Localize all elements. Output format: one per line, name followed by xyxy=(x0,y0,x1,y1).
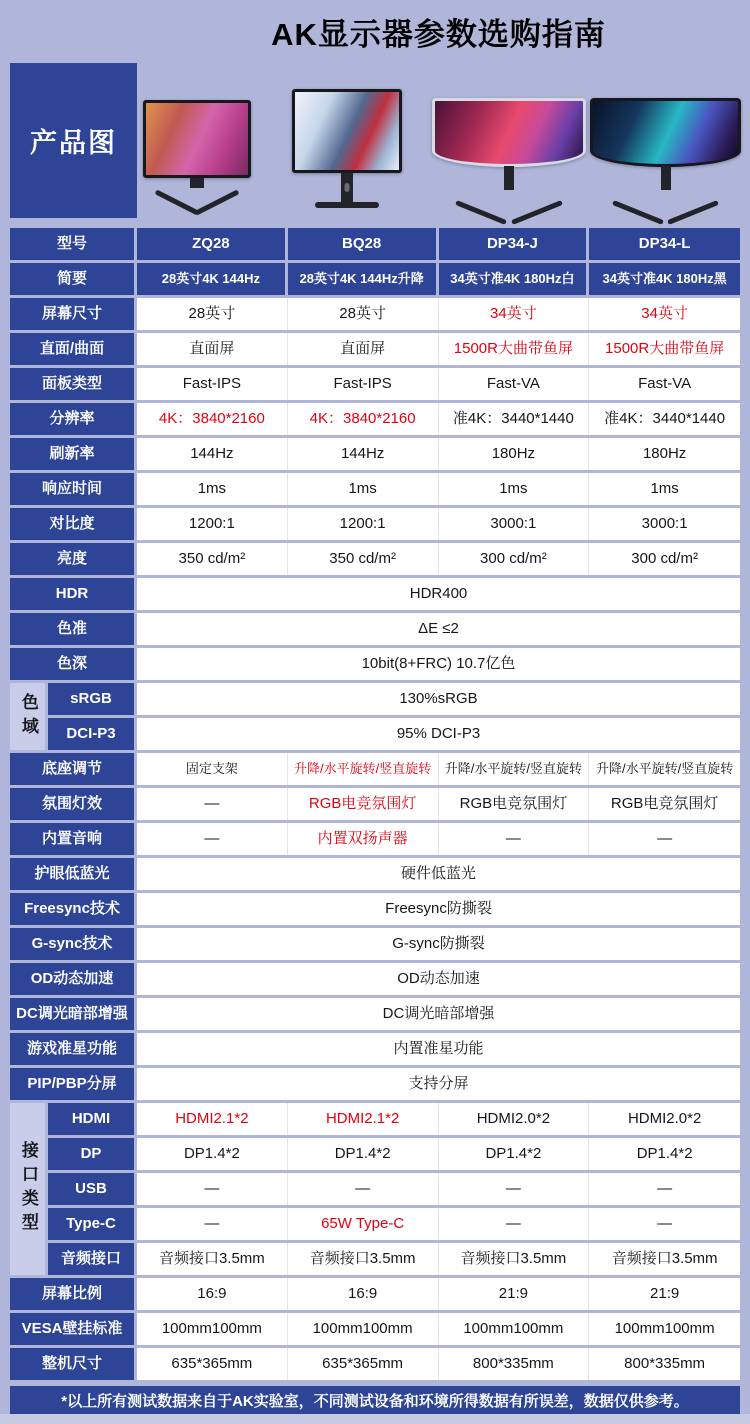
spec-cell: 升降/水平旋转/竖直旋转 xyxy=(589,753,740,785)
spec-cell: DP1.4*2 xyxy=(288,1138,439,1170)
monitor-screen-bq28 xyxy=(292,89,402,173)
spec-row-label: 整机尺寸 xyxy=(10,1348,134,1380)
spec-cell: — xyxy=(439,823,590,855)
spec-cell: 1ms xyxy=(439,473,590,505)
spec-row-label: 屏幕尺寸 xyxy=(10,298,134,330)
spec-cell: — xyxy=(288,1173,439,1205)
spec-cell: 1500R大曲带鱼屏 xyxy=(589,333,740,365)
spec-cell: — xyxy=(589,1208,740,1240)
spec-cell: DP1.4*2 xyxy=(137,1138,288,1170)
monitor-screen-dp34j xyxy=(432,98,586,167)
spec-row-label: 音频接口 xyxy=(48,1243,134,1275)
spec-row-label: 分辨率 xyxy=(10,403,134,435)
spec-cell: DP1.4*2 xyxy=(439,1138,590,1170)
spec-cell: 300 cd/m² xyxy=(589,543,740,575)
spec-cell: 28英寸 xyxy=(137,298,288,330)
spec-cell: — xyxy=(439,1173,590,1205)
spec-cell: 180Hz xyxy=(439,438,590,470)
spec-cell: — xyxy=(137,1173,288,1205)
spec-row-label: 对比度 xyxy=(10,508,134,540)
spec-cell: 34英寸 xyxy=(439,298,590,330)
spec-cell: DP1.4*2 xyxy=(589,1138,740,1170)
spec-cell: DP34-J xyxy=(439,228,587,260)
monitor-stand-leg xyxy=(194,189,239,215)
spec-cell: 28英寸4K 144Hz升降 xyxy=(288,263,436,295)
spec-row-label: Type-C xyxy=(48,1208,134,1240)
spec-cell: 635*365mm xyxy=(137,1348,288,1380)
spec-cell: 1ms xyxy=(288,473,439,505)
spec-cell: 1ms xyxy=(589,473,740,505)
spec-row-label: 护眼低蓝光 xyxy=(10,858,134,890)
spec-cell: BQ28 xyxy=(288,228,436,260)
spec-cell: RGB电竞氛围灯 xyxy=(589,788,740,820)
spec-cell: 300 cd/m² xyxy=(439,543,590,575)
spec-cell: 1200:1 xyxy=(288,508,439,540)
spec-cell: HDMI2.0*2 xyxy=(439,1103,590,1135)
spec-row-label: 面板类型 xyxy=(10,368,134,400)
bottom-strip xyxy=(0,1414,750,1424)
spec-row-label: 刷新率 xyxy=(10,438,134,470)
spec-span-cell: 130%sRGB xyxy=(137,683,740,715)
spec-span-cell: Freesync防撕裂 xyxy=(137,893,740,925)
spec-cell: 音频接口3.5mm xyxy=(439,1243,590,1275)
spec-cell: 180Hz xyxy=(589,438,740,470)
spec-cell: 34英寸准4K 180Hz白 xyxy=(439,263,587,295)
spec-span-cell: OD动态加速 xyxy=(137,963,740,995)
spec-cell: — xyxy=(137,823,288,855)
page-title: AK显示器参数选购指南 xyxy=(271,17,606,52)
spec-span-cell: 支持分屏 xyxy=(137,1068,740,1100)
monitor-stand-leg xyxy=(511,200,563,225)
product-image-bq28 xyxy=(292,89,402,173)
spec-row-label: 屏幕比例 xyxy=(10,1278,134,1310)
spec-cell: RGB电竞氛围灯 xyxy=(439,788,590,820)
spec-row-label: 游戏准星功能 xyxy=(10,1033,134,1065)
spec-cell: 28英寸4K 144Hz xyxy=(137,263,285,295)
spec-row-label: VESA壁挂标准 xyxy=(10,1313,134,1345)
spec-cell: 16:9 xyxy=(137,1278,288,1310)
product-image-dp34l xyxy=(590,98,741,167)
spec-row-label: 色深 xyxy=(10,648,134,680)
spec-row-label: G-sync技术 xyxy=(10,928,134,960)
spec-row-label: 简要 xyxy=(10,263,134,295)
spec-span-cell: DC调光暗部增强 xyxy=(137,998,740,1030)
spec-cell: HDMI2.1*2 xyxy=(137,1103,288,1135)
spec-cell: 准4K：3440*1440 xyxy=(439,403,590,435)
title-bar xyxy=(10,0,740,63)
spec-cell: — xyxy=(137,1208,288,1240)
spec-cell: 音频接口3.5mm xyxy=(589,1243,740,1275)
spec-cell: — xyxy=(589,823,740,855)
spec-cell: 3000:1 xyxy=(589,508,740,540)
spec-cell: Fast-VA xyxy=(439,368,590,400)
monitor-stand-leg xyxy=(612,200,664,225)
spec-cell: 4K：3840*2160 xyxy=(288,403,439,435)
monitor-stand-base xyxy=(315,202,379,208)
spec-cell: 音频接口3.5mm xyxy=(288,1243,439,1275)
spec-row-label: 型号 xyxy=(10,228,134,260)
spec-cell: 准4K：3440*1440 xyxy=(589,403,740,435)
spec-cell: — xyxy=(137,788,288,820)
spec-cell: 1200:1 xyxy=(137,508,288,540)
spec-span-cell: 硬件低蓝光 xyxy=(137,858,740,890)
monitor-stand-hole xyxy=(345,183,350,192)
spec-cell: Fast-IPS xyxy=(137,368,288,400)
spec-row-label: PIP/PBP分屏 xyxy=(10,1068,134,1100)
spec-cell: 65W Type-C xyxy=(288,1208,439,1240)
spec-cell: 16:9 xyxy=(288,1278,439,1310)
spec-cell: 升降/水平旋转/竖直旋转 xyxy=(439,753,590,785)
spec-span-cell: HDR400 xyxy=(137,578,740,610)
spec-group-label: 色域 xyxy=(10,683,45,750)
product-image-zq28 xyxy=(143,100,251,178)
spec-cell: HDMI2.0*2 xyxy=(589,1103,740,1135)
product-image-label: 产品图 xyxy=(10,63,137,218)
spec-cell: 28英寸 xyxy=(288,298,439,330)
product-image-dp34j xyxy=(432,98,586,167)
spec-row-label: OD动态加速 xyxy=(10,963,134,995)
monitor-stand-leg xyxy=(667,200,719,225)
spec-row-label: USB xyxy=(48,1173,134,1205)
spec-cell: Fast-VA xyxy=(589,368,740,400)
spec-cell: — xyxy=(589,1173,740,1205)
monitor-stand-neck xyxy=(661,166,671,190)
spec-cell: 100mm100mm xyxy=(589,1313,740,1345)
spec-row-label: 底座调节 xyxy=(10,753,134,785)
spec-cell: 34英寸准4K 180Hz黑 xyxy=(589,263,740,295)
spec-cell: 4K：3840*2160 xyxy=(137,403,288,435)
spec-cell: Fast-IPS xyxy=(288,368,439,400)
footer-note: *以上所有测试数据来自于AK实验室，不同测试设备和环境所得数据有所误差，数据仅供参考。 xyxy=(10,1386,740,1414)
spec-cell: 100mm100mm xyxy=(288,1313,439,1345)
spec-cell: 3000:1 xyxy=(439,508,590,540)
spec-group-label: 接口类型 xyxy=(10,1103,45,1275)
spec-row-label: 亮度 xyxy=(10,543,134,575)
spec-cell: 内置双扬声器 xyxy=(288,823,439,855)
spec-cell: 800*335mm xyxy=(589,1348,740,1380)
spec-cell: 100mm100mm xyxy=(439,1313,590,1345)
monitor-stand-neck xyxy=(190,178,204,188)
spec-cell: 直面屏 xyxy=(288,333,439,365)
spec-table xyxy=(10,228,740,1380)
spec-span-cell: ΔE ≤2 xyxy=(137,613,740,645)
spec-cell: 固定支架 xyxy=(137,753,288,785)
spec-cell: 21:9 xyxy=(589,1278,740,1310)
spec-cell: 21:9 xyxy=(439,1278,590,1310)
spec-row-label: HDR xyxy=(10,578,134,610)
spec-row-label: sRGB xyxy=(48,683,134,715)
monitor-stand-leg xyxy=(455,200,507,225)
spec-cell: 144Hz xyxy=(288,438,439,470)
spec-cell: DP34-L xyxy=(589,228,740,260)
spec-cell: 1500R大曲带鱼屏 xyxy=(439,333,590,365)
spec-span-cell: 内置准星功能 xyxy=(137,1033,740,1065)
spec-cell: 635*365mm xyxy=(288,1348,439,1380)
monitor-stand-neck xyxy=(504,166,514,190)
spec-row-label: DC调光暗部增强 xyxy=(10,998,134,1030)
spec-row-label: 响应时间 xyxy=(10,473,134,505)
spec-row-label: 直面/曲面 xyxy=(10,333,134,365)
monitor-stand-leg xyxy=(154,189,199,215)
spec-row-label: 内置音响 xyxy=(10,823,134,855)
spec-row-label: 色准 xyxy=(10,613,134,645)
spec-cell: ZQ28 xyxy=(137,228,285,260)
spec-cell: 350 cd/m² xyxy=(288,543,439,575)
spec-cell: HDMI2.1*2 xyxy=(288,1103,439,1135)
spec-cell: 音频接口3.5mm xyxy=(137,1243,288,1275)
spec-cell: RGB电竞氛围灯 xyxy=(288,788,439,820)
spec-span-cell: 95% DCI-P3 xyxy=(137,718,740,750)
spec-span-cell: G-sync防撕裂 xyxy=(137,928,740,960)
spec-cell: 100mm100mm xyxy=(137,1313,288,1345)
spec-row-label: HDMI xyxy=(48,1103,134,1135)
spec-span-cell: 10bit(8+FRC) 10.7亿色 xyxy=(137,648,740,680)
spec-row-label: DP xyxy=(48,1138,134,1170)
monitor-screen-dp34l xyxy=(590,98,741,167)
spec-row-label: Freesync技术 xyxy=(10,893,134,925)
spec-cell: 直面屏 xyxy=(137,333,288,365)
product-image-row xyxy=(10,63,740,228)
spec-cell: 1ms xyxy=(137,473,288,505)
spec-cell: 升降/水平旋转/竖直旋转 xyxy=(288,753,439,785)
spec-cell: — xyxy=(439,1208,590,1240)
spec-cell: 800*335mm xyxy=(439,1348,590,1380)
monitor-screen-zq28 xyxy=(143,100,251,178)
spec-cell: 34英寸 xyxy=(589,298,740,330)
spec-row-label: 氛围灯效 xyxy=(10,788,134,820)
spec-cell: 144Hz xyxy=(137,438,288,470)
spec-cell: 350 cd/m² xyxy=(137,543,288,575)
spec-row-label: DCI-P3 xyxy=(48,718,134,750)
